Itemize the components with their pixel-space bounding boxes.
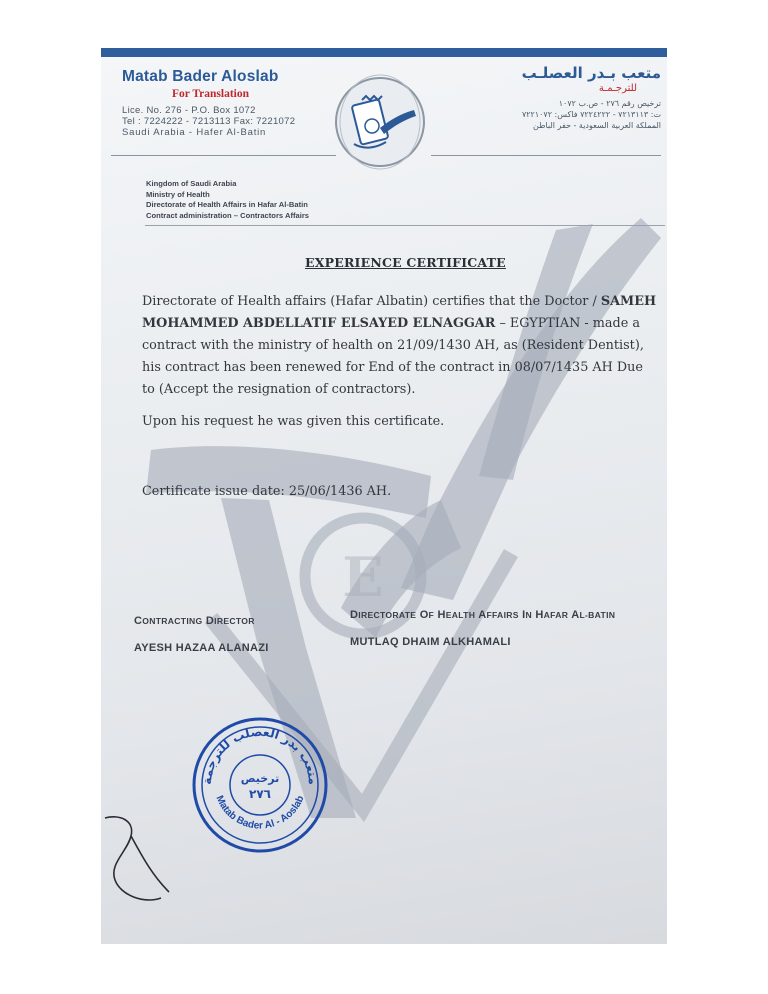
body-text: – EGYPTIAN - made a [495, 316, 641, 331]
certificate-page [101, 48, 667, 944]
stamp-center-text: ترخيص [240, 772, 280, 785]
header-divider-right [431, 155, 661, 156]
body-line [142, 291, 667, 313]
company-license-arabic: ترخيص رقم ٢٧٦ - ص.ب ١٠٧٢ [558, 99, 661, 108]
right-title-text: DIRECTORATE OF HEALTH AFFAIRS IN HAFAR AL-BATIN [350, 609, 616, 621]
company-subtitle-arabic: للترجـمـة [598, 83, 637, 94]
company-phone-arabic: ت: ٧٢١٣١١٣ - ٧٢٢٤٢٢٢ فاكس: ٧٢٢١٠٧٢ [521, 110, 661, 119]
left-title-text: CONTRACTING DIRECTOR [134, 615, 255, 627]
company-location-arabic: المملكة العربية السعودية - حفر الباطن [533, 121, 661, 130]
ministry-line: Kingdom of Saudi Arabia [146, 179, 237, 188]
body-line [142, 313, 667, 335]
doctor-name-rest: MOHAMMED ABDELLATIF ELSAYED ELNAGGAR [142, 316, 496, 331]
certificate-title: EXPERIENCE CERTIFICATE [305, 255, 506, 270]
ministry-line: Contract administration – Contractors Affairs [146, 210, 310, 220]
stamp-arabic-text: متعب بدر العصلب للترجمة [199, 724, 321, 786]
official-stamp [189, 714, 331, 856]
company-phone: Tel : 7224222 - 7213113 Fax: 7221072 [122, 116, 296, 127]
company-license: Lice. No. 276 - P.O. Box 1072 [122, 105, 256, 116]
company-name-arabic: متعب بـدر العصلـب [521, 64, 661, 82]
stamp-english-text: Matab Bader Al - Aoslab [213, 793, 307, 832]
body-line: to (Accept the resignation of contractors). [142, 382, 416, 397]
issue-date: Certificate issue date: 25/06/1436 AH. [142, 484, 392, 499]
stamp-number: ٢٧٦ [249, 787, 271, 801]
company-name: Matab Bader Aloslab [122, 68, 279, 85]
body-line: his contract has been renewed for End of the contract in 08/07/1435 AH Due [142, 360, 643, 375]
left-signatory-name: AYESH HAZAA ALANAZI [134, 642, 269, 654]
right-signatory-title [350, 605, 615, 623]
ministry-divider [145, 225, 665, 226]
doctor-name-first: SAMEH [600, 294, 657, 309]
request-line: Upon his request he was given this certificate. [142, 414, 445, 429]
company-info-english [122, 68, 295, 138]
body-text: Directorate of Health affairs (Hafar Albatin) certifies that the Doctor / [142, 294, 601, 309]
handwritten-signature [101, 808, 181, 908]
svg-text:E: E [342, 545, 384, 609]
certificate-body [142, 291, 667, 401]
right-signatory-name: MUTLAQ DHAIM ALKHAMALI [350, 636, 511, 648]
body-line: contract with the ministry of health on 21/09/1430 AH, as (Resident Dentist), [142, 338, 644, 353]
ministry-line: Ministry of Health [146, 189, 210, 199]
ministry-line: Directorate of Health Affairs in Hafar Al-Batin [146, 200, 308, 209]
ministry-block [146, 179, 309, 221]
company-subtitle: For Translation [172, 88, 249, 100]
left-signatory-title [134, 611, 255, 629]
company-location: Saudi Arabia - Hafer Al-Batin [122, 127, 267, 138]
company-info-arabic [522, 64, 661, 131]
header-divider-left [111, 155, 336, 156]
company-logo-icon [334, 70, 426, 178]
